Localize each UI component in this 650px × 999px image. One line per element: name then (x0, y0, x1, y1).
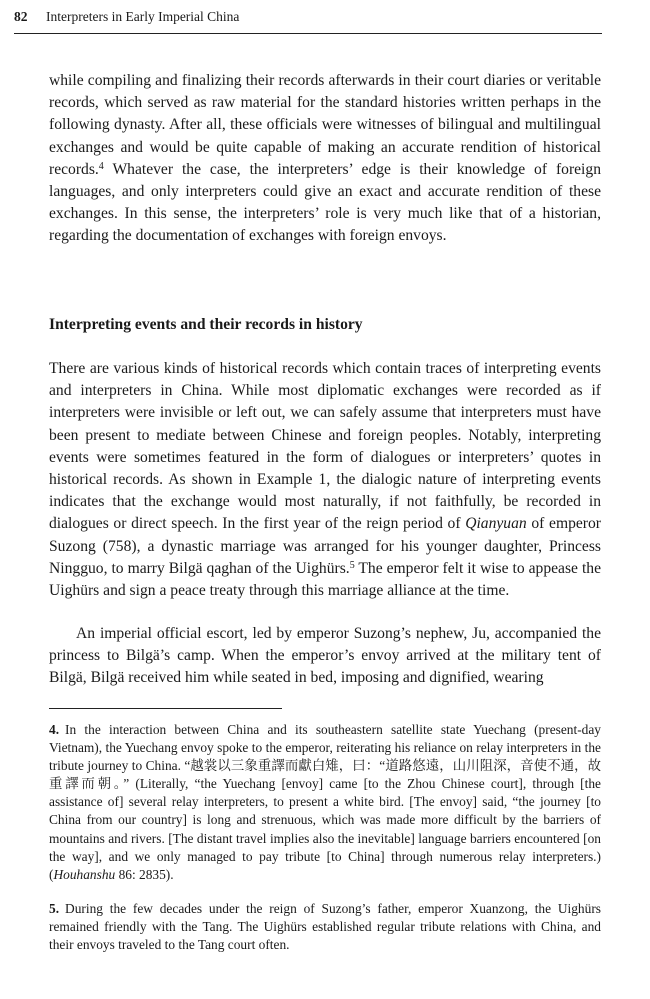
header-rule (14, 33, 602, 34)
footnote-4-italic: Houhanshu (53, 866, 116, 882)
paragraph-2-text-c: The emperor felt it wise to appease the Uighürs and sign a peace treaty through this marriage alliance at the time. (49, 559, 601, 600)
footnote-number: 5. (49, 901, 60, 916)
paragraph-1-text-a: while compiling and finalizing their records afterwards in their court diaries or veritable records, which served as raw material for the standard histories written perhaps in the following dynasty. After all, these officials were witnesses of bilingual and multilingual exchanges and would be quite capable of making an accurate rendition of historical records. (49, 72, 601, 178)
paragraph-2-text-b: of emperor Suzong (758), a dynastic marriage was arranged for his younger daughter, Princess Ningguo, to marry Bilgä qaghan of the Uighürs. (49, 515, 601, 577)
paragraph-2 (49, 358, 601, 602)
paragraph-1-text-b: Whatever the case, the interpreters’ edge is their knowledge of foreign languages, and only interpreters could give an exact and accurate rendition of these exchanges. In this sense, the interpreters’ role is very much like that of a historian, regarding the documentation of exchanges with foreign envoys. (49, 160, 601, 245)
page-number: 82 (14, 9, 28, 24)
footnote-5 (49, 900, 601, 954)
footnote-rule (49, 708, 282, 709)
paragraph-1 (49, 70, 601, 248)
footnote-ref-4[interactable]: 4 (98, 160, 104, 172)
footnote-4-text-a: In the interaction between China and its southeastern satellite state Yuechang (present-day Vietnam), the Yuechang envoy spoke to the emperor, reiterating his reliance on relay interpreters in the tribute journey to China. “越裳以三象重譯而獻白雉，曰：“道路悠遠，山川阻深，音使不通，故重譯而朝。” (Literally, “the Yuechang [envoy] came [to the Zhou Chinese court], through [the assistance of] several relay interpreters, to present a white bird. [The envoy] said, “the journey [to China from our country] is long and strenuous, which was made more difficult by the barriers of mountains and rivers. [The distant travel implies also the inevitable] language barriers encountered [on the way], and we only managed to pay tribute [to China] through numerous relay interpreters.) ( (49, 722, 601, 882)
running-header (14, 8, 602, 26)
footnote-5-text-a: During the few decades under the reign of Suzong’s father, emperor Xuanzong, the Uighürs remained friendly with the Tang. The Uighürs established regular tribute relations with China, and their envoys traveled to the Tang court often. (49, 901, 601, 953)
footnote-ref-5[interactable]: 5 (349, 559, 355, 571)
paragraph-2-italic-term: Qianyuan (465, 515, 527, 533)
footnote-4 (49, 721, 601, 884)
paragraph-2-text-a: There are various kinds of historical records which contain traces of interpreting events and interpreters in China. While most diplomatic exchanges were recorded as if interpreters were invisible or left out, we can safely assume that interpreters must have been present to mediate between Chinese and foreign peoples. Notably, interpreting events were sometimes featured in the form of dialogues or interpreters’ quotes in historical records. As shown in Example 1, the dialogic nature of interpreting events indicates that the exchange would most naturally, if not faithfully, be recorded in dialogues or direct speech. In the first year of the reign period of (49, 360, 601, 533)
running-title: Interpreters in Early Imperial China (46, 9, 240, 24)
footnote-number: 4. (49, 722, 60, 737)
footnote-4-text-b: 86: 2835). (115, 866, 174, 882)
paragraph-3: An imperial official escort, led by emperor Suzong’s nephew, Ju, accompanied the princess to Bilgä’s camp. When the emperor’s envoy arrived at the military tent of Bilgä, Bilgä received him while seated in bed, imposing and dignified, wearing (49, 625, 601, 687)
section-heading: Interpreting events and their records in history (49, 316, 363, 333)
